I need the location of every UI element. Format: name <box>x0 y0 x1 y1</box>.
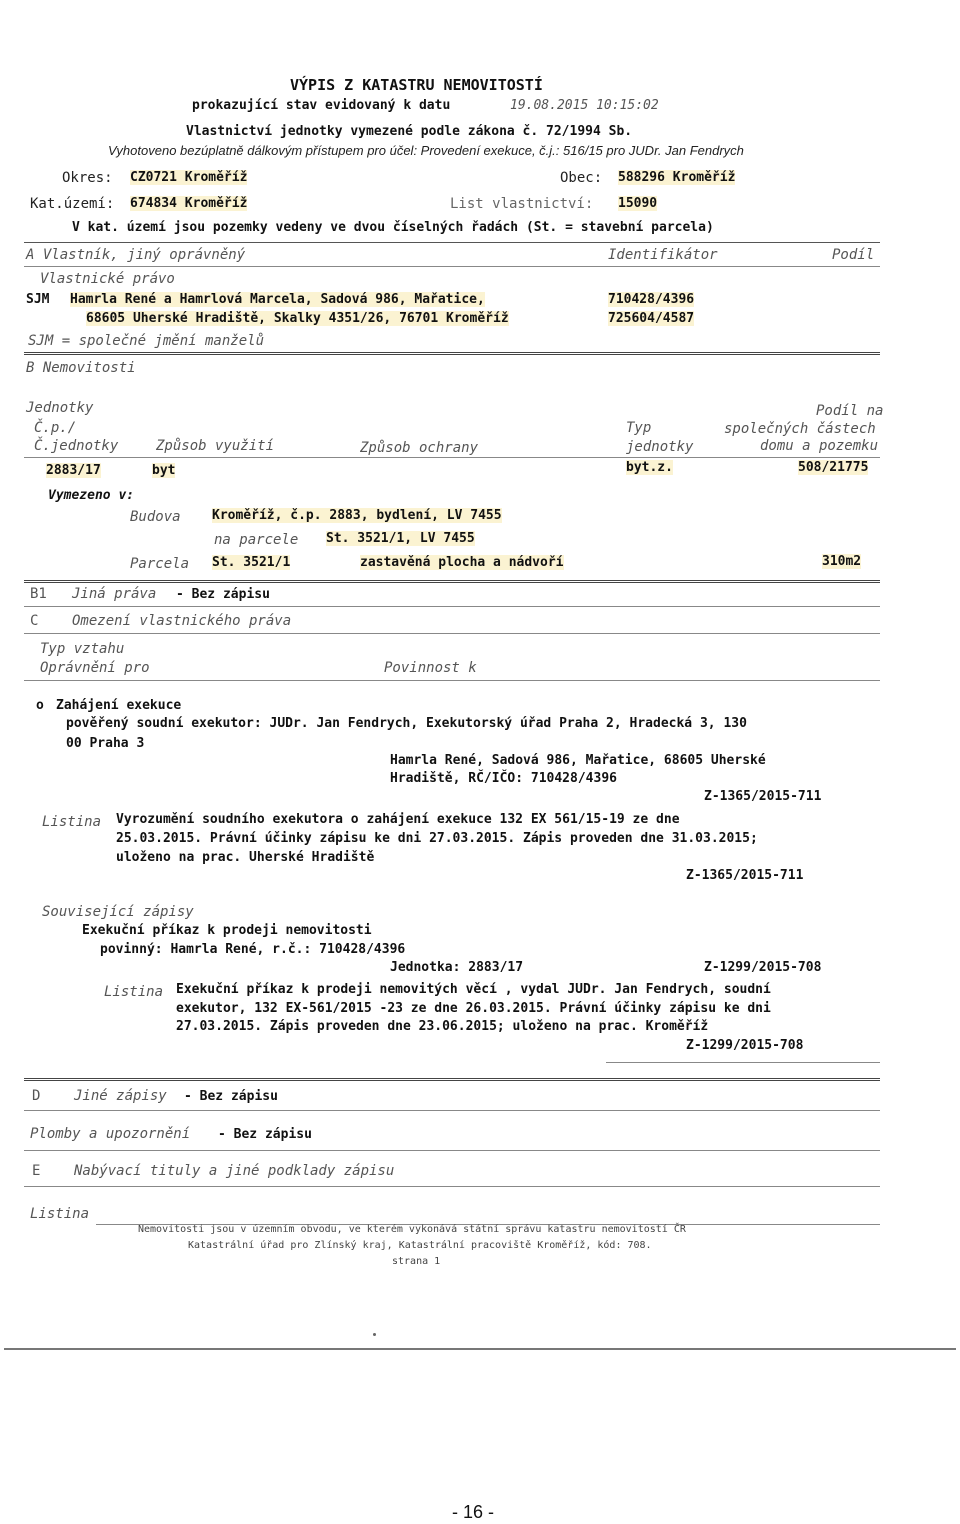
section-e-label: E <box>32 1163 41 1179</box>
parcela-area: 310m2 <box>822 554 862 569</box>
section-b1-label: B1 <box>30 586 47 602</box>
lv-label: List vlastnictví: <box>450 196 594 212</box>
reference-2: Z-1365/2015-711 <box>686 868 804 883</box>
obec-value: 588296 Kroměříž <box>618 170 736 185</box>
section-c-text: Omezení vlastnického práva <box>72 613 292 629</box>
footer-line-1: Nemovitosti jsou v územním obvodu, ve kterém vykonává státní správu katastru nemovitostí ČR <box>138 1224 686 1235</box>
povinnost-k: Povinnost k <box>384 660 477 676</box>
parcela-type: zastavěná plocha a nádvoří <box>360 555 564 570</box>
section-a-heading: A Vlastník, jiný oprávněný <box>26 247 246 263</box>
entry-title: Zahájení exekuce <box>56 698 182 713</box>
section-c-label: C <box>30 613 39 629</box>
na-parcele-label: na parcele <box>214 532 299 548</box>
related-title: Exekuční příkaz k prodeji nemovitosti <box>82 923 372 938</box>
owner-prefix: SJM <box>26 292 50 307</box>
listina-line-2: 25.03.2015. Právní účinky zápisu ke dni 27.03.2015. Zápis proveden dne 31.03.2015; <box>116 831 758 846</box>
col-share: Podíl <box>832 247 875 263</box>
section-b1-text: Jiná práva <box>72 586 157 602</box>
col-podil-1: Podíl na <box>816 403 884 419</box>
unit-type: byt.z. <box>626 460 673 475</box>
sjm-note: SJM = společné jmění manželů <box>28 333 265 349</box>
divider <box>24 1078 880 1081</box>
kat-label: Kat.území: <box>30 196 115 212</box>
speck <box>373 1333 376 1336</box>
obligor-line-2: Hradiště, RČ/IČO: 710428/4396 <box>390 771 617 786</box>
plomby-text: Plomby a upozornění <box>30 1126 191 1142</box>
executor-line-1: pověřený soudní exekutor: JUDr. Jan Fendrych, Exekutorský úřad Praha 2, Hradecká 3, 130 <box>66 716 747 731</box>
listina-label: Listina <box>42 814 102 830</box>
obligor-line-1: Hamrla René, Sadová 986, Mařatice, 68605 Uherské <box>390 753 766 768</box>
section-d-value: - Bez zápisu <box>184 1089 278 1104</box>
parcela-value: St. 3521/1 <box>212 555 291 570</box>
divider <box>24 580 880 583</box>
section-d-text: Jiné zápisy <box>74 1088 167 1104</box>
listina-2-line-1: Exekuční příkaz k prodeji nemovitých věcí , vydal JUDr. Jan Fendrych, soudní <box>176 982 771 997</box>
divider <box>24 1110 880 1111</box>
related-label: Související zápisy <box>42 904 194 920</box>
budova-value: Kroměříž, č.p. 2883, bydlení, LV 7455 <box>212 508 502 523</box>
opravneni-pro: Oprávnění pro <box>40 660 150 676</box>
okres-value: CZ0721 Kroměříž <box>130 170 248 185</box>
ownership-basis: Vlastnictví jednotky vymezené podle zákona č. 72/1994 Sb. <box>186 124 633 139</box>
divider <box>24 266 880 267</box>
unit-share: 508/21775 <box>798 460 869 475</box>
unit-use: byt <box>152 463 176 478</box>
owner-id-1: 710428/4396 <box>608 292 695 307</box>
owner-line-2: 68605 Uherské Hradiště, Skalky 4351/26, 76701 Kroměříž <box>86 311 509 326</box>
section-d-label: D <box>32 1088 41 1104</box>
divider <box>24 457 880 458</box>
executor-line-2: 00 Praha 3 <box>66 736 145 751</box>
reference-4: Z-1299/2015-708 <box>686 1038 804 1053</box>
reference-1: Z-1365/2015-711 <box>704 789 822 804</box>
col-podil-3: domu a pozemku <box>760 438 879 454</box>
vymezeno-label: Vymezeno v: <box>48 488 135 503</box>
obec-label: Obec: <box>560 170 603 186</box>
reference-3: Z-1299/2015-708 <box>704 960 822 975</box>
provenance-note: Vyhotoveno bezúplatně dálkovým přístupem pro účel: Provedení exekuce, č.j.: 516/15 pro JUDr. Jan Fendrych <box>108 143 744 158</box>
col-zpusob-vyuziti: Způsob využití <box>156 438 275 454</box>
page-bottom-rule <box>4 1348 956 1350</box>
divider <box>606 1062 880 1063</box>
divider <box>24 352 880 355</box>
budova-label: Budova <box>130 509 181 525</box>
okres-label: Okres: <box>62 170 113 186</box>
listina-section-heading: Listina <box>30 1206 90 1222</box>
footer-line-2: Katastrální úřad pro Zlínský kraj, Katastrální pracoviště Kroměříž, kód: 708. <box>188 1240 652 1251</box>
owner-id-2: 725604/4587 <box>608 311 695 326</box>
section-b1-value: - Bez zápisu <box>176 587 270 602</box>
divider <box>24 606 880 607</box>
parcela-label: Parcela <box>130 556 190 572</box>
section-b-heading: B Nemovitosti <box>26 360 136 376</box>
vlastnicke-pravo-heading: Vlastnické právo <box>40 271 175 287</box>
divider <box>24 633 880 634</box>
parcel-series-note: V kat. území jsou pozemky vedeny ve dvou číselných řadách (St. = stavební parcela) <box>72 220 714 235</box>
footer-line-3: strana 1 <box>392 1256 441 1267</box>
page-number: - 16 - <box>452 1502 495 1522</box>
col-cp: Č.p./ <box>34 420 77 436</box>
col-podil-2: společných částech <box>724 421 876 437</box>
divider <box>24 1150 880 1151</box>
unit-number: 2883/17 <box>46 463 101 478</box>
plomby-value: - Bez zápisu <box>218 1127 312 1142</box>
divider <box>24 1186 880 1187</box>
related-obligor: povinný: Hamrla René, r.č.: 710428/4396 <box>100 942 406 957</box>
document-title: VÝPIS Z KATASTRU NEMOVITOSTÍ <box>290 76 543 94</box>
listina-line-1: Vyrozumění soudního exekutora o zahájení exekuce 132 EX 561/15-19 ze dne <box>116 812 680 827</box>
entry-bullet: o <box>36 698 44 713</box>
jednotky-heading: Jednotky <box>26 400 94 416</box>
lv-value: 15090 <box>618 196 658 211</box>
divider <box>24 680 880 681</box>
col-typ-jednotky: jednotky <box>626 439 694 455</box>
col-zpusob-ochrany: Způsob ochrany <box>360 440 479 456</box>
related-unit: Jednotka: 2883/17 <box>390 960 524 975</box>
col-typ: Typ <box>626 420 652 436</box>
section-e-text: Nabývací tituly a jiné podklady zápisu <box>74 1163 395 1179</box>
col-jednotky: Č.jednotky <box>34 438 119 454</box>
kat-value: 674834 Kroměříž <box>130 196 248 211</box>
listina-2-line-2: exekutor, 132 EX-561/2015 -23 ze dne 26.03.2015. Právní účinky zápisu ke dni <box>176 1001 771 1016</box>
listina-2-label: Listina <box>104 984 164 1000</box>
owner-line-1: Hamrla René a Hamrlová Marcela, Sadová 986, Mařatice, <box>70 292 485 307</box>
status-date: 19.08.2015 10:15:02 <box>510 98 659 113</box>
col-identifier: Identifikátor <box>608 247 718 263</box>
listina-line-3: uloženo na prac. Uherské Hradiště <box>116 850 375 865</box>
divider <box>24 242 880 243</box>
typ-vztahu: Typ vztahu <box>40 641 125 657</box>
status-prefix: prokazující stav evidovaný k datu <box>192 98 451 113</box>
na-parcele-value: St. 3521/1, LV 7455 <box>326 531 475 546</box>
listina-2-line-3: 27.03.2015. Zápis proveden dne 23.06.2015; uloženo na prac. Kroměříž <box>176 1019 709 1034</box>
